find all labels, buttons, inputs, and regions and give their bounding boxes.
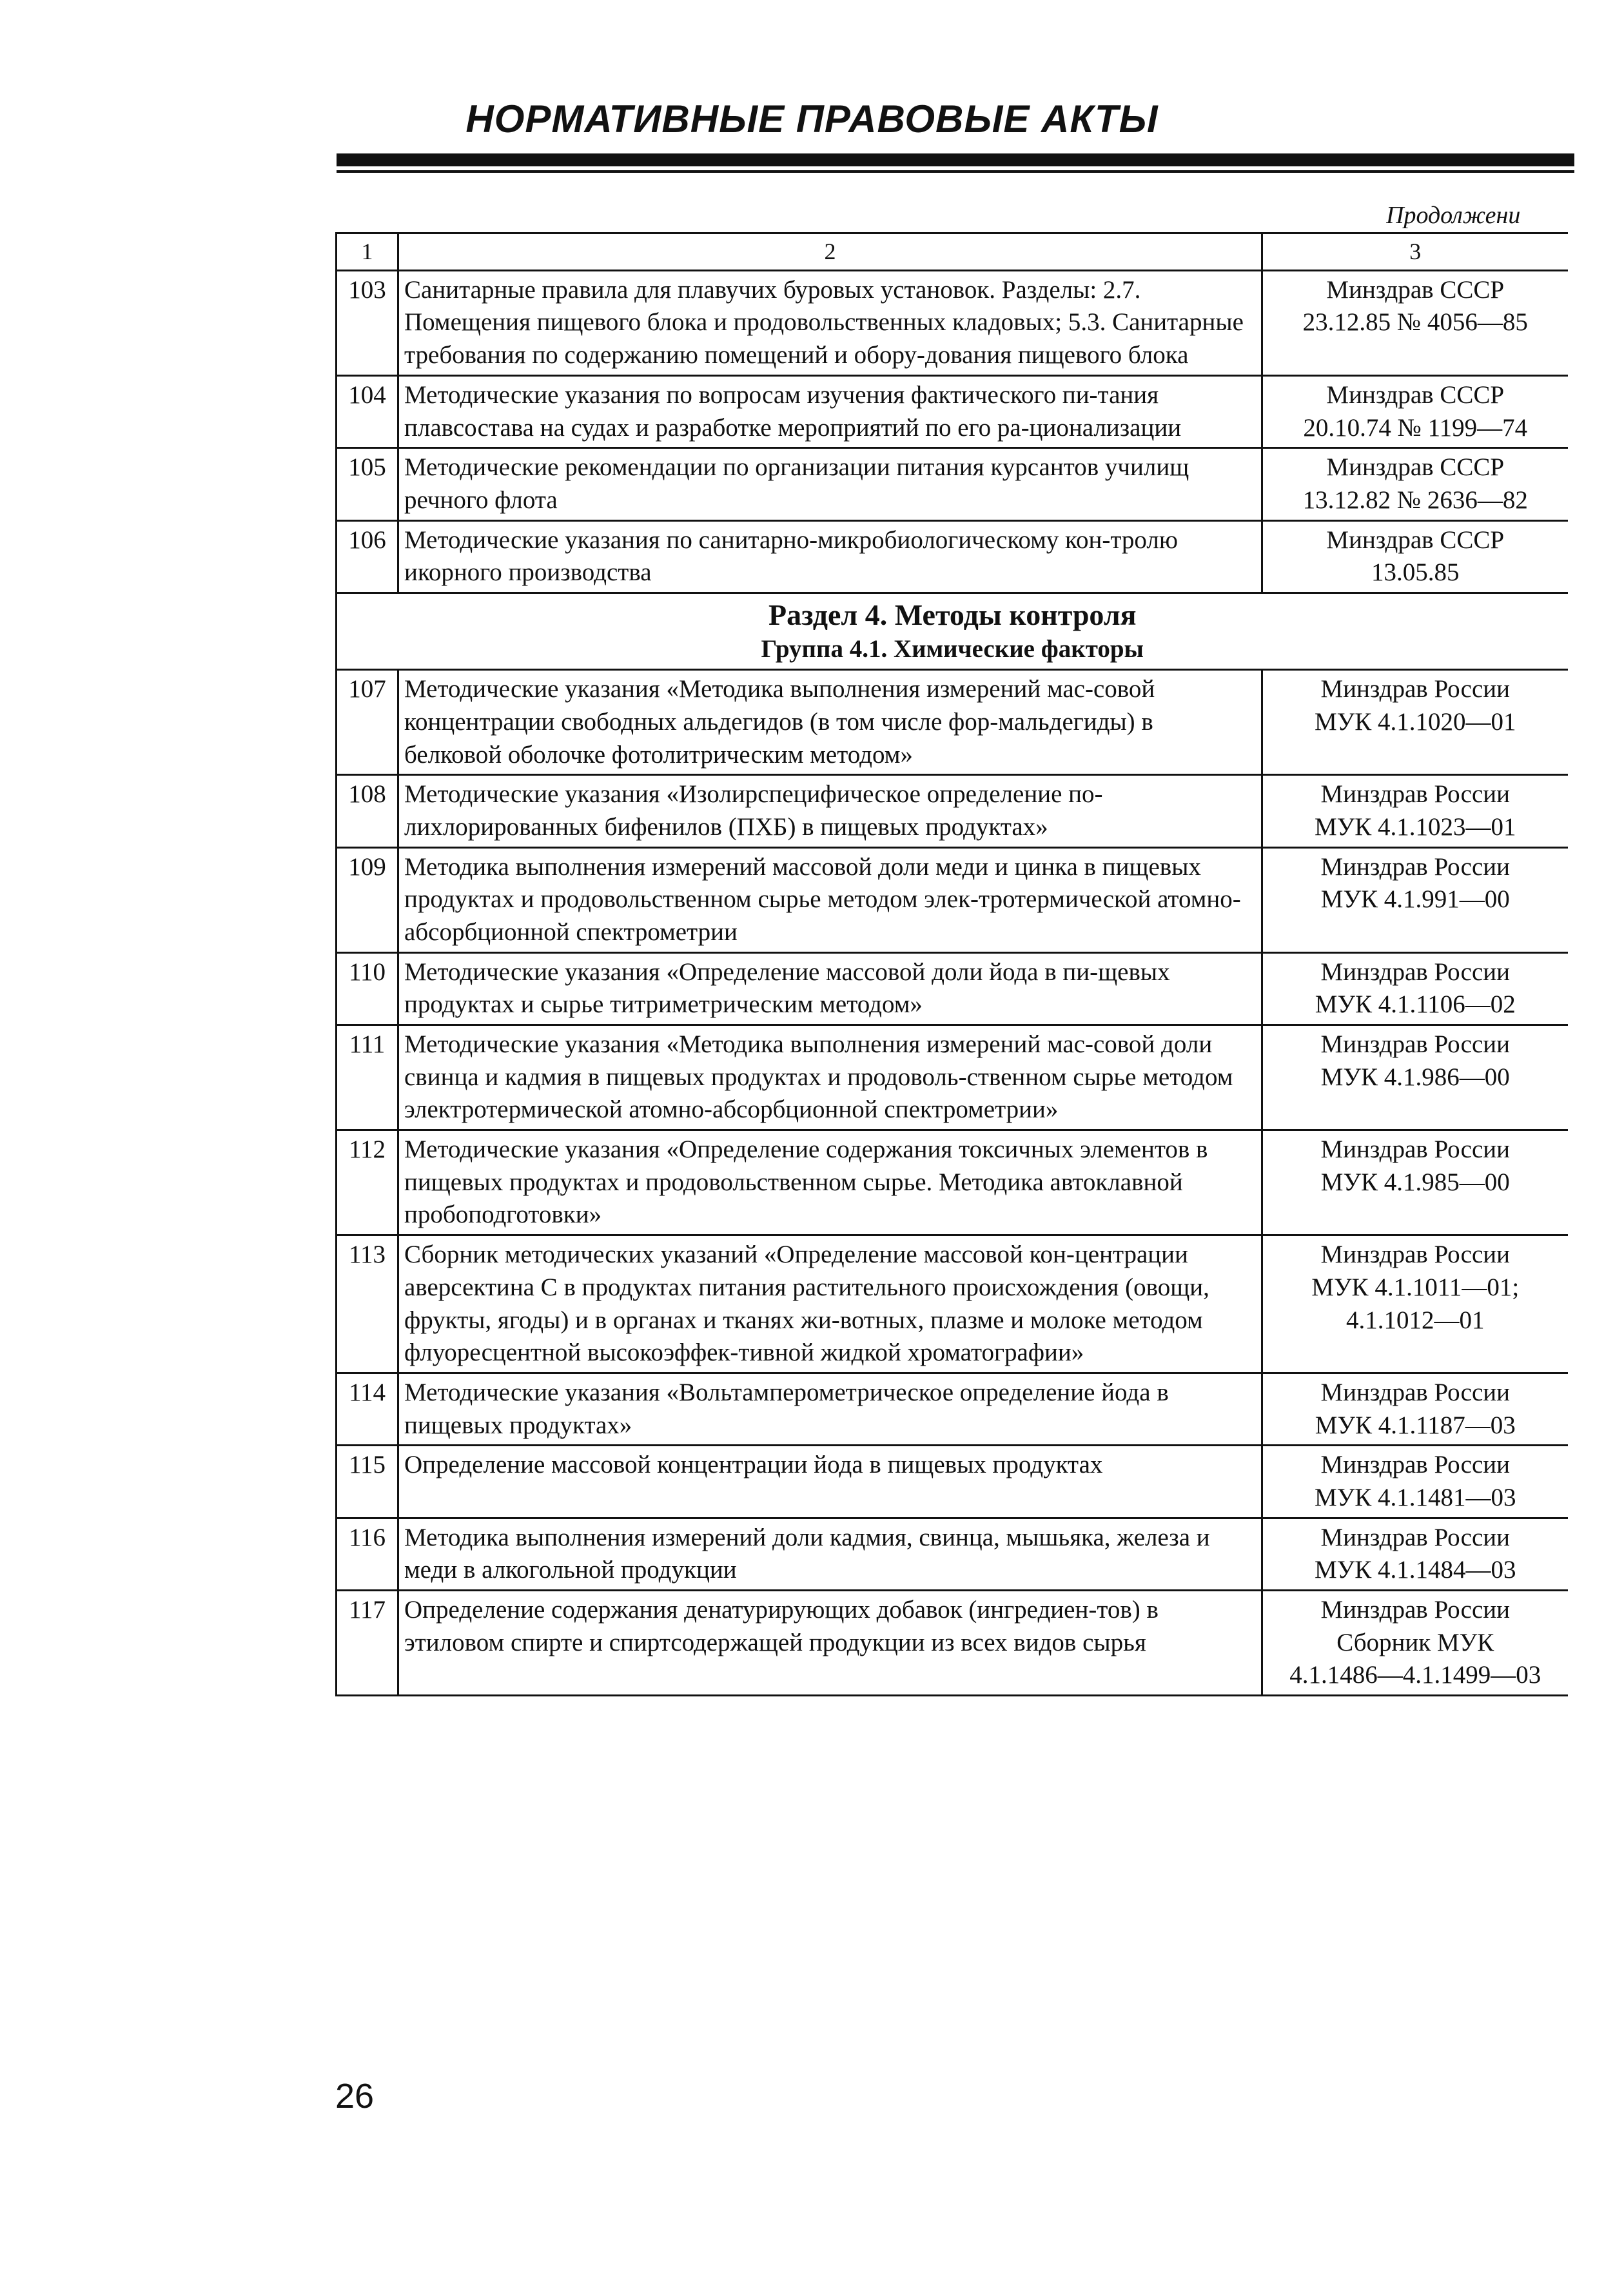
- issuing-authority: [1262, 448, 1568, 520]
- issuing-authority: [1262, 1591, 1568, 1696]
- authority-line: МУК 4.1.1023—01: [1314, 812, 1516, 841]
- column-number-2: 2: [398, 233, 1262, 271]
- section-heading-cell: [337, 593, 1568, 669]
- document-title: Методические указания «Методика выполнения измерений мас-совой доли свинца и кадмия в пищевых продуктах и продоволь-ственном сырье методом электротермической атомно-абсорбционной спектрометрии»: [398, 1025, 1262, 1130]
- group-title: Группа 4.1. Химические факторы: [761, 635, 1144, 663]
- document-title: Методические указания «Вольтамперометрическое определение йода в пищевых продуктах»: [398, 1373, 1262, 1445]
- authority-line: Минздрав России: [1320, 957, 1510, 986]
- authority-line: Минздрав России: [1320, 1241, 1510, 1269]
- table-row: [337, 1025, 1568, 1130]
- authority-line: МУК 4.1.1484—03: [1314, 1556, 1516, 1584]
- authority-line: 23.12.85 № 4056—85: [1302, 308, 1528, 337]
- row-number: 117: [337, 1591, 398, 1696]
- column-number-1: 1: [337, 233, 398, 271]
- document-title: Методические указания по санитарно-микробиологическому кон-тролю икорного производства: [398, 520, 1262, 593]
- row-number: 114: [337, 1373, 398, 1445]
- authority-line: МУК 4.1.1020—01: [1314, 707, 1516, 736]
- regulations-table: [335, 232, 1568, 1696]
- issuing-authority: [1262, 1373, 1568, 1445]
- issuing-authority: [1262, 375, 1568, 447]
- table-row: [337, 1373, 1568, 1445]
- document-title: Определение массовой концентрации йода в пищевых продуктах: [398, 1446, 1262, 1518]
- authority-line: Минздрав России: [1320, 1451, 1510, 1479]
- issuing-authority: [1262, 847, 1568, 952]
- table-row: [337, 375, 1568, 447]
- authority-line: Минздрав России: [1320, 852, 1510, 881]
- table-row: [337, 775, 1568, 847]
- issuing-authority: [1262, 1235, 1568, 1373]
- row-number: 113: [337, 1235, 398, 1373]
- authority-line: МУК 4.1.1481—03: [1314, 1483, 1516, 1511]
- authority-line: 13.05.85: [1371, 558, 1460, 587]
- authority-line: МУК 4.1.1106—02: [1315, 990, 1516, 1019]
- issuing-authority: [1262, 670, 1568, 775]
- authority-line: Минздрав России: [1320, 1596, 1510, 1624]
- authority-line: 20.10.74 № 1199—74: [1303, 413, 1528, 442]
- authority-line: МУК 4.1.1187—03: [1315, 1411, 1516, 1439]
- document-title: Методические рекомендации по организации питания курсантов училищ речного флота: [398, 448, 1262, 520]
- issuing-authority: [1262, 952, 1568, 1025]
- row-number: 109: [337, 847, 398, 952]
- issuing-authority: [1262, 1130, 1568, 1235]
- row-number: 111: [337, 1025, 398, 1130]
- table-row: [337, 520, 1568, 593]
- document-title: Методические указания по вопросам изучения фактического пи-тания плавсостава на судах и разработке мероприятий по его ра-ционализации: [398, 375, 1262, 447]
- authority-line: Минздрав России: [1320, 780, 1510, 809]
- row-number: 110: [337, 952, 398, 1025]
- document-title: Методические указания «Изолирспецифическое определение по-лихлорированных бифенилов (ПХБ) в пищевых продуктах»: [398, 775, 1262, 847]
- row-number: 108: [337, 775, 398, 847]
- document-title: Методика выполнения измерений доли кадмия, свинца, мышьяка, железа и меди в алкогольной продукции: [398, 1518, 1262, 1590]
- document-title: Санитарные правила для плавучих буровых установок. Разделы: 2.7. Помещения пищевого блока и продовольственных кладовых; 5.3. Санитарные требования по содержанию помещений и обору-дования пищевого блока: [398, 270, 1262, 375]
- authority-line: Минздрав России: [1320, 1030, 1510, 1059]
- authority-line: МУК 4.1.991—00: [1320, 885, 1510, 914]
- row-number: 115: [337, 1446, 398, 1518]
- document-title: Методические указания «Определение массовой доли йода в пи-щевых продуктах и сырье титриметрическим методом»: [398, 952, 1262, 1025]
- page-number: 26: [335, 2077, 375, 2116]
- document-title: Методические указания «Определение содержания токсичных элементов в пищевых продуктах и продовольственном сырье. Методика автоклавной пробоподготовки»: [398, 1130, 1262, 1235]
- authority-line: МУК 4.1.986—00: [1320, 1063, 1510, 1091]
- table-row: [337, 1518, 1568, 1590]
- table-row: [337, 270, 1568, 375]
- row-number: 107: [337, 670, 398, 775]
- column-number-3: 3: [1262, 233, 1568, 271]
- table-row: [337, 1235, 1568, 1373]
- continuation-label: Продолжени: [1386, 202, 1521, 229]
- authority-line: МУК 4.1.985—00: [1320, 1168, 1510, 1196]
- table-row: [337, 1591, 1568, 1696]
- row-number: 104: [337, 375, 398, 447]
- row-number: 105: [337, 448, 398, 520]
- authority-line: 13.12.82 № 2636—82: [1302, 486, 1528, 514]
- issuing-authority: [1262, 520, 1568, 593]
- table-row: [337, 1130, 1568, 1235]
- table-row: [337, 847, 1568, 952]
- header-rule-thick: [337, 153, 1574, 166]
- table-row: [337, 448, 1568, 520]
- row-number: 116: [337, 1518, 398, 1590]
- authority-line: МУК 4.1.1011—01;: [1311, 1273, 1520, 1301]
- document-title: Сборник методических указаний «Определение массовой кон-центрации аверсектина С в продуктах питания растительного происхождения (овощи, фрукты, ягоды) и в органах и тканях жи-вотных, плазме и молоке методом флуоресцентной высокоэффек-тивной жидкой хроматографии»: [398, 1235, 1262, 1373]
- authority-line: Минздрав России: [1320, 675, 1510, 703]
- authority-line: Минздрав России: [1320, 1523, 1510, 1551]
- section-heading-row: [337, 593, 1568, 669]
- document-title: Определение содержания денатурирующих добавок (ингредиен-тов) в этиловом спирте и спиртсодержащей продукции из всех видов сырья: [398, 1591, 1262, 1696]
- header-rule-thin: [337, 170, 1574, 173]
- issuing-authority: [1262, 1446, 1568, 1518]
- authority-line: Минздрав СССР: [1326, 275, 1505, 304]
- table-row: [337, 952, 1568, 1025]
- authority-line: Сборник МУК: [1336, 1628, 1494, 1656]
- document-title: Методика выполнения измерений массовой доли меди и цинка в пищевых продуктах и продовольственном сырье методом элек-тротермической атомно-абсорбционной спектрометрии: [398, 847, 1262, 952]
- authority-line: Минздрав СССР: [1326, 525, 1505, 554]
- running-header-title: НОРМАТИВНЫЕ ПРАВОВЫЕ АКТЫ: [465, 97, 1159, 141]
- table-row: [337, 1446, 1568, 1518]
- issuing-authority: [1262, 1518, 1568, 1590]
- authority-line: Минздрав России: [1320, 1135, 1510, 1164]
- row-number: 112: [337, 1130, 398, 1235]
- table-row: [337, 670, 1568, 775]
- row-number: 103: [337, 270, 398, 375]
- authority-line: Минздрав России: [1320, 1378, 1510, 1406]
- authority-line: Минздрав СССР: [1326, 453, 1505, 482]
- authority-line: Минздрав СССР: [1326, 380, 1505, 409]
- authority-line: 4.1.1012—01: [1346, 1306, 1485, 1334]
- issuing-authority: [1262, 1025, 1568, 1130]
- authority-line: 4.1.1486—4.1.1499—03: [1289, 1661, 1541, 1689]
- section-title: Раздел 4. Методы контроля: [768, 598, 1137, 631]
- document-title: Методические указания «Методика выполнения измерений мас-совой концентрации свободных альдегидов (в том числе фор-мальдегиды) в белковой оболочке фотолитрическим методом»: [398, 670, 1262, 775]
- row-number: 106: [337, 520, 398, 593]
- issuing-authority: [1262, 775, 1568, 847]
- issuing-authority: [1262, 270, 1568, 375]
- column-number-row: [337, 233, 1568, 271]
